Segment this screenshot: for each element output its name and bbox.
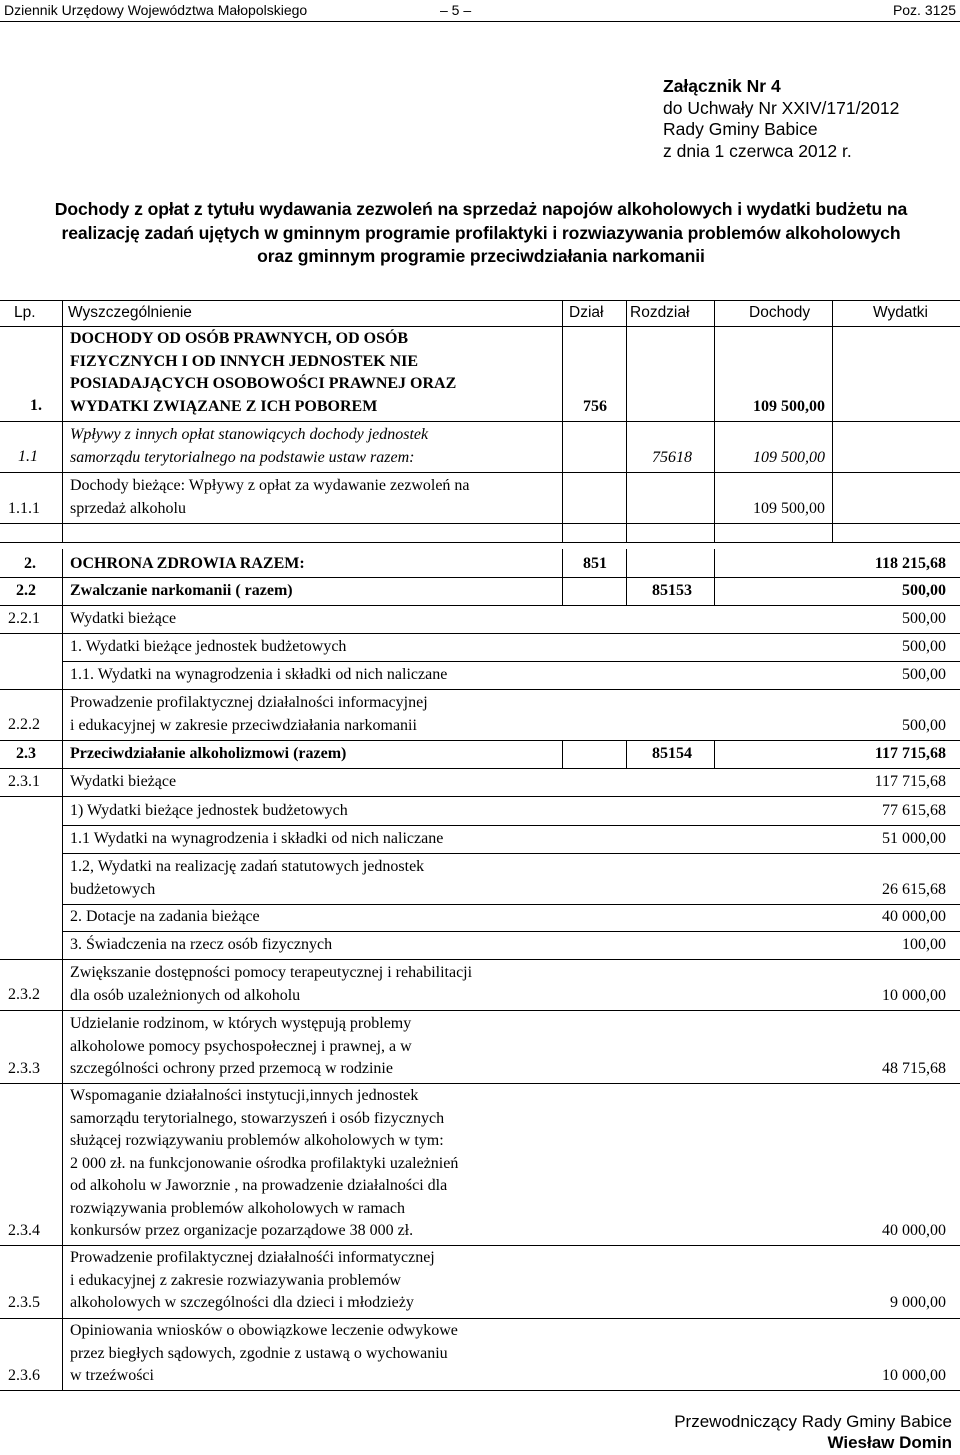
- row-description-line: Prowadzenie profilaktycznej działalnośći informatycznej: [70, 1249, 435, 1266]
- row-description: Wydatki bieżące: [70, 773, 177, 790]
- signature-role: Przewodniczący Rady Gminy Babice: [674, 1412, 952, 1431]
- col-divider: [626, 740, 627, 768]
- row-dochody: 109 500,00: [753, 448, 825, 466]
- row-description-line: i edukacyjnej w zakresie przeciwdziałania narkomanii: [70, 716, 417, 734]
- row-description-line: Zwiększanie dostępności pomocy terapeutycznej i rehabilitacji: [70, 964, 473, 981]
- header-dzial: Dział: [569, 304, 604, 321]
- row-border: [0, 1083, 960, 1084]
- row-description-line: konkursów przez organizacje pozarządowe 38 000 zł.: [70, 1222, 414, 1239]
- row-description-line: w trzeźwości: [70, 1367, 154, 1384]
- row-rozdzial: 75618: [652, 448, 692, 466]
- row-description-line: budżetowych: [70, 880, 156, 898]
- row-wydatki: 51 000,00: [882, 830, 946, 847]
- header-lp: Lp.: [14, 304, 36, 321]
- row-dochody: 109 500,00: [753, 397, 825, 415]
- row-description: Przeciwdziałanie alkoholizmowi (razem): [70, 745, 347, 762]
- row-lp: 2.3.1: [8, 773, 40, 790]
- row-dochody: 109 500,00: [753, 499, 825, 517]
- row-rozdzial: 85153: [652, 582, 692, 599]
- row-wydatki: 100,00: [902, 936, 946, 953]
- row-border: [62, 904, 960, 905]
- row-description-line: alkoholowych w szczególności dla dzieci i młodzieży: [70, 1294, 414, 1311]
- row-border: [0, 1245, 960, 1246]
- row-lp: 2.3.4: [8, 1222, 40, 1239]
- row-description: 2. Dotacje na zadania bieżące: [70, 908, 260, 925]
- row-border: [0, 605, 960, 606]
- row-description-line: Dochody bieżące: Wpływy z opłat za wydawanie zezwoleń na: [70, 477, 470, 494]
- row-border: [0, 768, 960, 769]
- row-border: [62, 931, 960, 932]
- running-head: [0, 0, 960, 22]
- row-description-line: samorządu terytorialnego, stowarzyszeń i osób fizycznych: [70, 1109, 445, 1127]
- row-wydatki: 40 000,00: [882, 908, 946, 925]
- row-lp: 2.2.2: [8, 716, 40, 733]
- header-dochody: Dochody: [749, 304, 811, 321]
- row-description-line: rozwiązywania problemów alkoholowych w ramach: [70, 1199, 405, 1217]
- section-border: [0, 542, 960, 543]
- annex-date: z dnia 1 czerwca 2012 r.: [663, 140, 852, 161]
- col-divider: [714, 740, 715, 768]
- row-lp: 2.3.2: [8, 986, 40, 1003]
- row-wydatki: 500,00: [902, 582, 946, 599]
- annex-resolution: do Uchwały Nr XXIV/171/2012: [663, 97, 900, 118]
- row-dzial: 851: [583, 555, 607, 572]
- row-wydatki: 500,00: [902, 716, 946, 734]
- row-border: [0, 577, 960, 578]
- col-divider: [562, 740, 563, 768]
- row-border: [0, 740, 960, 741]
- header-rozdzial: Rozdział: [630, 304, 690, 321]
- row-border: [0, 472, 960, 473]
- row-description-line: Opiniowania wniosków o obowiązkowe leczenie odwykowe: [70, 1322, 458, 1339]
- header-wydatki: Wydatki: [873, 304, 928, 321]
- document-title: [6, 198, 956, 269]
- row-description-line: Wpływy z innych opłat stanowiących dochody jednostek: [70, 426, 429, 443]
- row-description: 1) Wydatki bieżące jednostek budżetowych: [70, 802, 348, 819]
- row-wydatki: 10 000,00: [882, 1367, 946, 1384]
- row-description: Wydatki bieżące: [70, 610, 177, 627]
- row-description: Zwalczanie narkomanii ( razem): [70, 582, 293, 599]
- row-description: 3. Świadczenia na rzecz osób fizycznych: [70, 936, 333, 953]
- row-lp: 2.: [24, 555, 36, 572]
- row-lp: 2.3: [16, 745, 36, 762]
- annex-council: Rady Gminy Babice: [663, 119, 818, 139]
- row-wydatki: 40 000,00: [882, 1222, 946, 1239]
- row-border: [0, 633, 960, 634]
- row-description-line: służącej rozwiązywaniu problemów alkoholowych w tym:: [70, 1132, 444, 1149]
- journal-name: Dziennik Urzędowy Województwa Małopolskiego: [4, 2, 308, 18]
- row-wydatki: 500,00: [902, 638, 946, 655]
- row-wydatki: 500,00: [902, 610, 946, 627]
- row-border: [0, 959, 960, 960]
- row-border: [0, 689, 960, 690]
- row-description: 1.1 Wydatki na wynagrodzenia i składki od nich naliczane: [70, 830, 444, 847]
- row-description: 1. Wydatki bieżące jednostek budżetowych: [70, 638, 347, 655]
- row-lp: 1.: [30, 397, 42, 414]
- row-border: [0, 523, 960, 524]
- annex-title: Załącznik Nr 4: [663, 76, 781, 96]
- row-description-line: Wspomaganie działalności instytucji,innych jednostek: [70, 1087, 419, 1104]
- row-description-line: przez biegłych sądowych, zgodnie z ustawą o wychowaniu: [70, 1344, 448, 1362]
- row-description-line: i edukacyjnej z zakresie rozwiazywania problemów: [70, 1271, 401, 1289]
- row-wydatki: 48 715,68: [882, 1060, 946, 1077]
- row-description-line: samorządu terytorialnego na podstawie ustaw razem:: [70, 448, 415, 466]
- row-wydatki: 500,00: [902, 666, 946, 683]
- row-lp: 1.1.1: [8, 500, 40, 517]
- row-border: [0, 1010, 960, 1011]
- row-description-line: od alkoholu w Jaworznie , na prowadzenie działalności dla: [70, 1177, 448, 1194]
- row-rozdzial: 85154: [652, 745, 692, 762]
- row-wydatki: 26 615,68: [882, 880, 946, 898]
- row-lp: 1.1: [18, 448, 38, 465]
- row-border: [62, 825, 960, 826]
- row-border: [62, 853, 960, 854]
- table-top-border: [0, 300, 960, 301]
- position-number: Poz. 3125: [892, 2, 956, 18]
- row-lp: 2.2: [16, 582, 36, 599]
- row-dzial: 756: [583, 397, 607, 415]
- row-wydatki: 117 715,68: [874, 745, 946, 762]
- row-wydatki: 9 000,00: [890, 1294, 946, 1311]
- row-wydatki: 77 615,68: [882, 802, 946, 819]
- row-description-line: sprzedaż alkoholu: [70, 499, 186, 517]
- row-description-line: DOCHODY OD OSÓB PRAWNYCH, OD OSÓB: [70, 330, 409, 347]
- row-lp: 2.3.3: [8, 1060, 40, 1077]
- col-divider: [62, 549, 63, 1391]
- row-description-line: dla osób uzależnionych od alkoholu: [70, 986, 301, 1004]
- title-line: oraz gminnym programie przeciwdziałania narkomanii: [257, 246, 705, 266]
- row-border: [62, 661, 960, 662]
- row-description-line: 1.2, Wydatki na realizację zadań statutowych jednostek: [70, 858, 425, 875]
- row-description-line: FIZYCZNYCH I OD INNYCH JEDNOSTEK NIE: [70, 352, 419, 370]
- row-lp: 2.2.1: [8, 610, 40, 627]
- row-description-line: Udzielanie rodzinom, w których występują problemy: [70, 1015, 412, 1032]
- row-border: [0, 1318, 960, 1319]
- row-wydatki: 10 000,00: [882, 986, 946, 1004]
- annex-block: [663, 76, 899, 162]
- row-description-line: alkoholowe pomocy psychospołecznej i prawnej, a w: [70, 1037, 412, 1055]
- table-bottom-border: [0, 1390, 960, 1391]
- row-description-line: 2 000 zł. na funkcjonowanie ośrodka profilaktyki uzależnień: [70, 1154, 459, 1172]
- row-wydatki: 117 715,68: [874, 773, 946, 790]
- row-wydatki: 118 215,68: [874, 555, 946, 572]
- row-description: 1.1. Wydatki na wynagrodzenia i składki od nich naliczane: [70, 666, 448, 683]
- row-border: [0, 796, 960, 797]
- row-description-line: Prowadzenie profilaktycznej działalności informacyjnej: [70, 694, 428, 711]
- row-lp: 2.3.5: [8, 1294, 40, 1311]
- header-bottom-border: [0, 326, 960, 327]
- signature-name: Wiesław Domin: [827, 1433, 952, 1452]
- row-description-line: WYDATKI ZWIĄZANE Z ICH POBOREM: [70, 397, 378, 415]
- signature-block: [674, 1411, 952, 1453]
- title-line: Dochody z opłat z tytułu wydawania zezwoleń na sprzedaż napojów alkoholowych i wydatki budżetu na: [54, 199, 908, 219]
- header-description: Wyszczególnienie: [68, 304, 192, 321]
- row-lp: 2.3.6: [8, 1367, 40, 1384]
- row-description: OCHRONA ZDROWIA RAZEM:: [70, 555, 305, 572]
- row-description-line: POSIADAJĄCYCH OSOBOWOŚCI PRAWNEJ ORAZ: [70, 375, 457, 392]
- title-line: realizację zadań ujętych w gminnym programie profilaktyki i rozwiazywania problemów alkoholowych: [61, 222, 901, 243]
- row-border: [0, 421, 960, 422]
- page-number: – 5 –: [440, 2, 472, 18]
- row-description-line: szczególności ochrony przed przemocą w rodzinie: [70, 1060, 393, 1077]
